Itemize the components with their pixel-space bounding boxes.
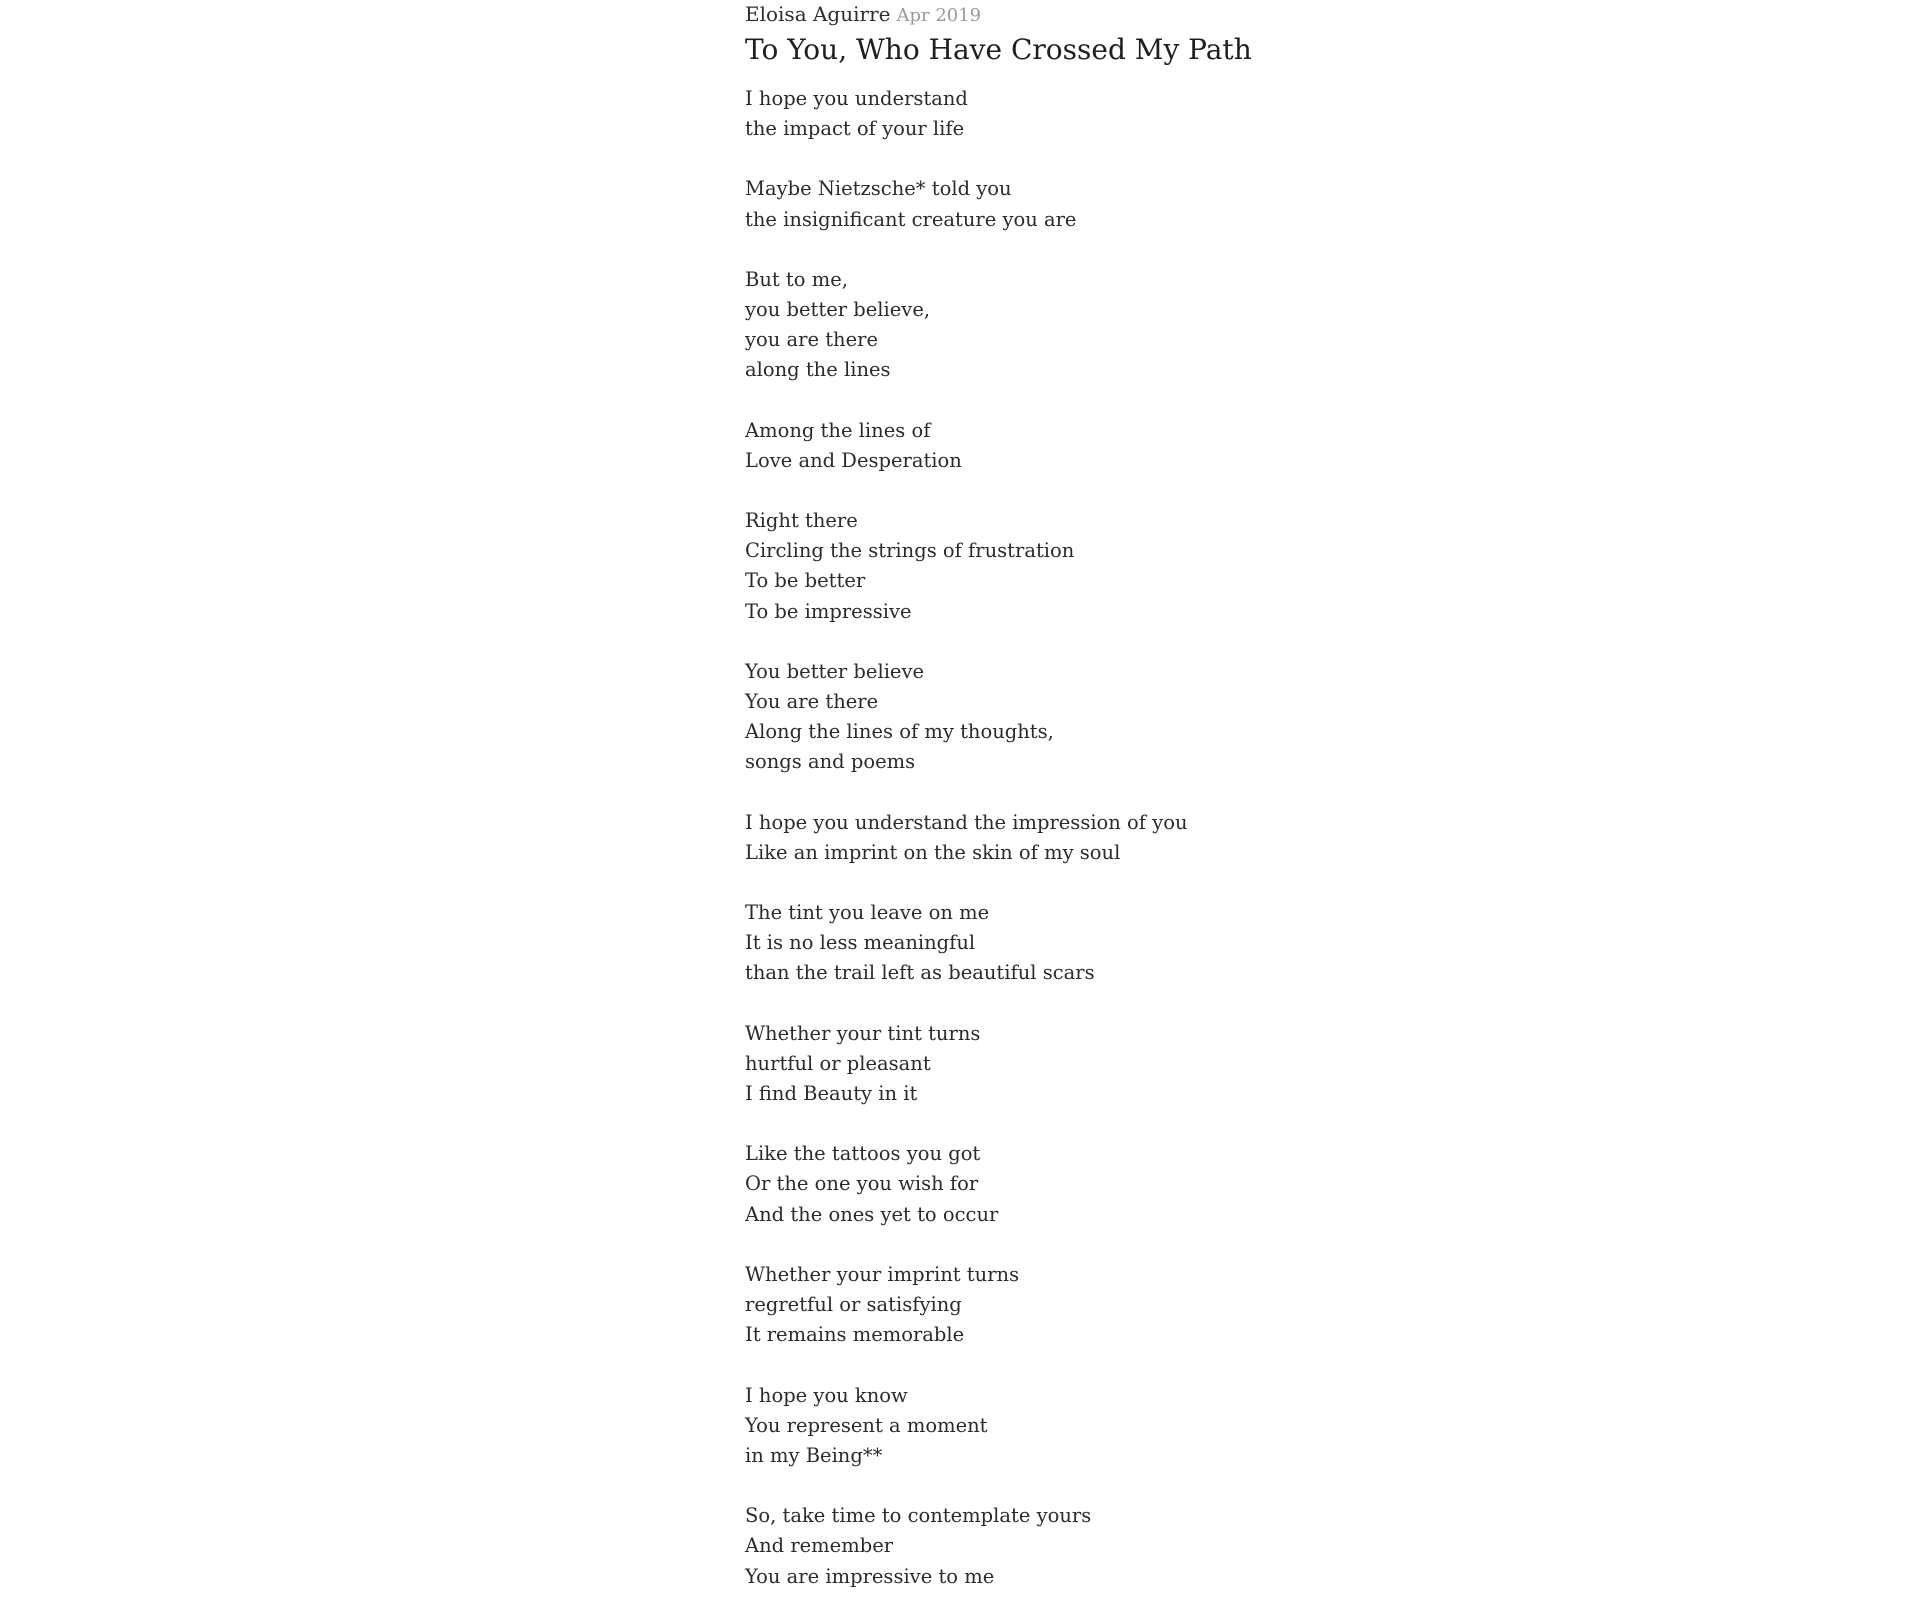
- poem-stanza: [745, 808, 1445, 868]
- poem-line: To be impressive: [745, 599, 912, 623]
- poem-line: But to me,: [745, 267, 848, 291]
- poem-line: You better believe: [745, 659, 925, 683]
- poem-line: than the trail left as beautiful scars: [745, 961, 1095, 985]
- poem-line: regretful or satisfying: [745, 1293, 962, 1317]
- poem-line: So, take time to contemplate yours: [745, 1504, 1092, 1528]
- poem-stanza: [745, 1260, 1445, 1351]
- poem-line: I hope you understand the impression of you: [745, 810, 1188, 834]
- poem-body: [745, 84, 1445, 1592]
- poem-line: Maybe Nietzsche* told you: [745, 177, 1012, 201]
- poem-line: Whether your tint turns: [745, 1021, 981, 1045]
- poem-stanza: [745, 898, 1445, 989]
- poem-stanza: [745, 1019, 1445, 1110]
- poem-line: You are there: [745, 690, 879, 714]
- poem-line: To be better: [745, 569, 866, 593]
- poem-line: the impact of your life: [745, 117, 965, 141]
- poem-stanza: [745, 416, 1445, 476]
- poem-line: Among the lines of: [745, 418, 931, 442]
- poem-stanza: [745, 1139, 1445, 1230]
- poem-line: in my Being**: [745, 1443, 883, 1467]
- poem-line: you are there: [745, 328, 878, 352]
- poem-line: The tint you leave on me: [745, 901, 990, 925]
- poem-line: You are impressive to me: [745, 1564, 995, 1588]
- poem-line: I find Beauty in it: [745, 1082, 918, 1106]
- byline: [745, 0, 1445, 28]
- poem-line: And the ones yet to occur: [745, 1202, 999, 1226]
- poem-line: Along the lines of my thoughts,: [745, 720, 1054, 744]
- poem-line: You represent a moment: [745, 1413, 988, 1437]
- poem-line: I hope you know: [745, 1383, 908, 1407]
- poem-line: songs and poems: [745, 750, 916, 774]
- poem-line: Circling the strings of frustration: [745, 539, 1075, 563]
- poem-stanza: [745, 174, 1445, 234]
- poem-line: I hope you understand: [745, 87, 968, 110]
- poem-line: Love and Desperation: [745, 448, 962, 472]
- poem-line: Or the one you wish for: [745, 1172, 979, 1196]
- poem-line: It remains memorable: [745, 1323, 965, 1347]
- poem-line: And remember: [745, 1534, 894, 1558]
- poem-stanza: [745, 1381, 1445, 1472]
- author-name[interactable]: Eloisa Aguirre: [745, 2, 891, 26]
- poem-stanza: [745, 506, 1445, 627]
- poem-line: Whether your imprint turns: [745, 1262, 1020, 1286]
- poem-line: Like an imprint on the skin of my soul: [745, 840, 1121, 864]
- poem-line: hurtful or pleasant: [745, 1051, 931, 1075]
- poem-line: Like the tattoos you got: [745, 1142, 981, 1166]
- poem-stanza: [745, 265, 1445, 386]
- post-date: Apr 2019: [896, 5, 982, 26]
- poem-title: To You, Who Have Crossed My Path: [745, 33, 1252, 66]
- poem-stanza: [745, 657, 1445, 778]
- poem-line: It is no less meaningful: [745, 931, 976, 955]
- poem-line: Right there: [745, 509, 858, 533]
- poem-line: along the lines: [745, 358, 891, 382]
- poem-stanza: [745, 1501, 1445, 1592]
- poem-stanza: [745, 84, 1445, 144]
- poem-article: [745, 0, 1445, 1622]
- poem-line: you better believe,: [745, 298, 931, 322]
- poem-line: the insignificant creature you are: [745, 207, 1077, 231]
